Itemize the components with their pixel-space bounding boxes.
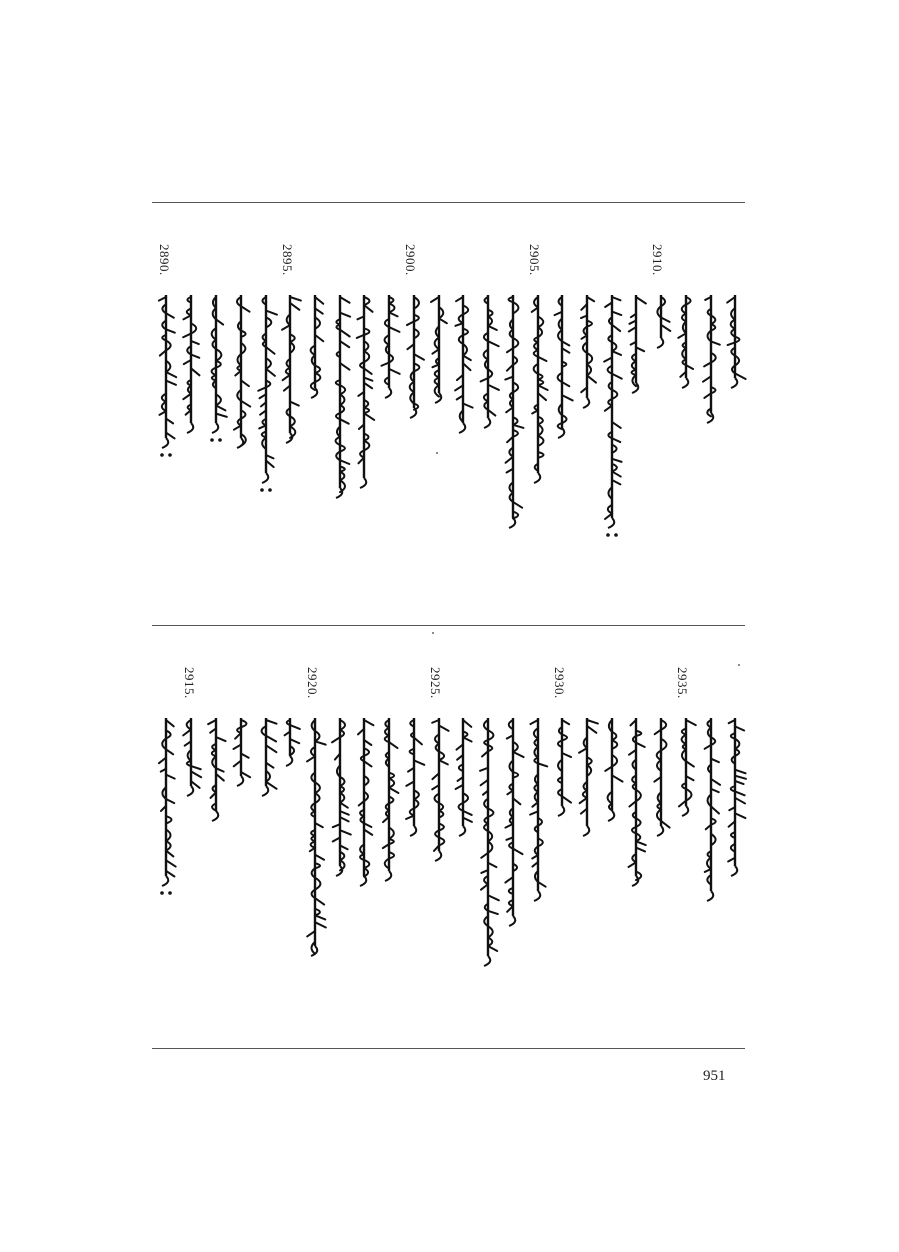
script-line	[377, 716, 403, 891]
script-line	[600, 293, 626, 538]
script-line	[303, 716, 329, 966]
verse-number: 2920.	[305, 667, 320, 699]
script-line	[402, 293, 428, 428]
script-line	[179, 716, 205, 806]
verse-number: 2905.	[527, 244, 542, 276]
script-line	[575, 293, 601, 418]
bottom-rule	[152, 1048, 745, 1049]
verse-number: 2910.	[650, 244, 665, 276]
verse-number: 2925.	[428, 667, 443, 699]
script-line	[179, 293, 205, 443]
script-line	[649, 293, 675, 358]
script-line	[204, 293, 230, 443]
script-line	[575, 716, 601, 846]
script-line	[624, 716, 650, 896]
script-line	[550, 293, 576, 448]
script-line	[154, 716, 180, 896]
script-line	[154, 293, 180, 458]
script-line	[526, 293, 552, 493]
script-line	[427, 716, 453, 871]
script-line	[699, 293, 725, 433]
script-line	[278, 293, 304, 453]
script-line	[352, 716, 378, 896]
top-rule	[152, 202, 745, 203]
middle-rule	[152, 625, 745, 626]
script-line	[278, 716, 304, 776]
script-line	[377, 293, 403, 408]
stray-dot	[432, 632, 434, 634]
script-line	[501, 293, 527, 538]
script-line	[600, 716, 626, 831]
script-line	[303, 293, 329, 408]
script-line	[624, 293, 650, 403]
script-line	[254, 716, 280, 806]
verse-number: 2935.	[675, 667, 690, 699]
page-number: 951	[703, 1068, 726, 1084]
script-line	[649, 716, 675, 846]
script-line	[451, 716, 477, 846]
script-line	[674, 716, 700, 826]
script-line	[254, 293, 280, 493]
script-line	[328, 293, 354, 508]
stray-dot	[436, 452, 438, 454]
verse-number: 2930.	[552, 667, 567, 699]
script-line	[476, 293, 502, 438]
script-line	[550, 716, 576, 826]
verse-number: 2915.	[182, 667, 197, 699]
verse-number: 2895.	[280, 244, 295, 276]
script-line	[526, 716, 552, 911]
script-line	[402, 716, 428, 846]
stray-dot	[738, 664, 740, 666]
script-line	[204, 716, 230, 831]
script-line	[699, 716, 725, 911]
script-line	[723, 293, 749, 398]
script-line	[451, 293, 477, 443]
script-line	[674, 293, 700, 398]
script-line	[229, 293, 255, 458]
script-line	[229, 716, 255, 796]
script-line	[723, 716, 749, 886]
script-line	[328, 716, 354, 886]
script-line	[427, 293, 453, 413]
script-line	[352, 293, 378, 498]
verse-number: 2890.	[157, 244, 172, 276]
verse-number: 2900.	[403, 244, 418, 276]
script-line	[476, 716, 502, 976]
script-line	[501, 716, 527, 936]
